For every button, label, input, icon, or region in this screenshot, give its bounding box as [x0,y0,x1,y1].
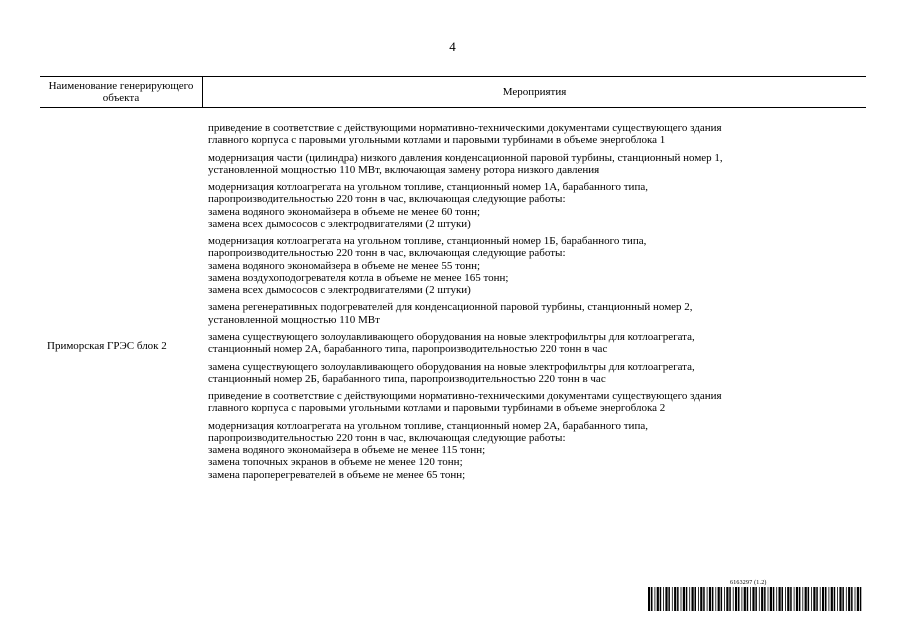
measure-line: замена существующего золоулавливающего оборудования на новые электрофильтры для котлоагрегата, [208,330,695,343]
document-code: 6163297 (1.2) [730,580,767,586]
page-number: 4 [449,39,456,54]
measure-line: замена воздухоподогревателя котла в объеме не менее 165 тонн; [208,271,509,284]
measure-line: замена существующего золоулавливающего оборудования на новые электрофильтры для котлоагрегата, [208,360,695,373]
measure-line: замена водяного экономайзера в объеме не менее 55 тонн; [208,259,481,272]
measure-item [208,181,858,230]
measure-line: замена всех дымососов с электродвигателями (2 штуки) [208,217,471,230]
measure-line: замена пароперегревателей в объеме не менее 65 тонн; [208,468,466,481]
measure-line: главного корпуса с паровыми угольными котлами и паровыми турбинами в объеме энергоблока 2 [208,402,666,415]
measure-line: замена регенеративных подогревателей для конденсационной паровой турбины, станционный номер 2, [208,301,693,314]
measure-line: модернизация части (цилиндра) низкого давления конденсационной паровой турбины, станционный номер 1, [208,151,723,164]
measure-item [208,301,858,325]
measure-line: замена всех дымососов с электродвигателями (2 штуки) [208,284,471,296]
object-name: Приморская ГРЭС блок 2 [47,340,167,352]
measure-line: замена водяного экономайзера в объеме не менее 60 тонн; [208,205,481,218]
measure-item [208,361,858,385]
header-measures-column: Мероприятия [502,86,567,98]
measure-line: главного корпуса с паровыми угольными котлами и паровыми турбинами в объеме энергоблока 1 [208,134,666,147]
measure-line: паропроизводительностью 220 тонн в час, включающая следующие работы: [208,193,566,206]
measure-item [208,420,858,481]
measure-item [208,390,858,414]
measure-line: приведение в соответствие с действующими нормативно-техническими документами существующего здания [208,390,722,403]
table-header [40,76,866,108]
measure-line: установленной мощностью 110 МВт, включающая замену ротора низкого давления [208,163,600,176]
header-object-column: Наименование генерирующего объекта [40,77,203,107]
measure-line: приведение в соответствие с действующими нормативно-техническими документами существующего здания [208,122,722,134]
measure-item [208,152,858,176]
measure-line: паропроизводительностью 220 тонн в час, включающая следующие работы: [208,247,566,260]
measure-item [208,331,858,355]
measure-line: установленной мощностью 110 МВт [208,313,380,326]
measure-line: станционный номер 2А, барабанного типа, паропроизводительностью 220 тонн в час [208,343,608,356]
measure-line: модернизация котлоагрегата на угольном топливе, станционный номер 1Б, барабанного типа, [208,235,647,248]
measures-list [208,122,858,486]
barcode-icon [648,587,862,611]
measure-line: станционный номер 2Б, барабанного типа, паропроизводительностью 220 тонн в час [208,372,606,385]
measure-line: паропроизводительностью 220 тонн в час, включающая следующие работы: [208,431,566,444]
measure-line: модернизация котлоагрегата на угольном топливе, станционный номер 2А, барабанного типа, [208,419,648,432]
measure-item [208,122,858,146]
measure-item [208,235,858,296]
measure-line: замена топочных экранов в объеме не менее 120 тонн; [208,456,463,469]
measure-line: модернизация котлоагрегата на угольном топливе, станционный номер 1А, барабанного типа, [208,181,648,194]
measure-line: замена водяного экономайзера в объеме не менее 115 тонн; [208,444,486,457]
